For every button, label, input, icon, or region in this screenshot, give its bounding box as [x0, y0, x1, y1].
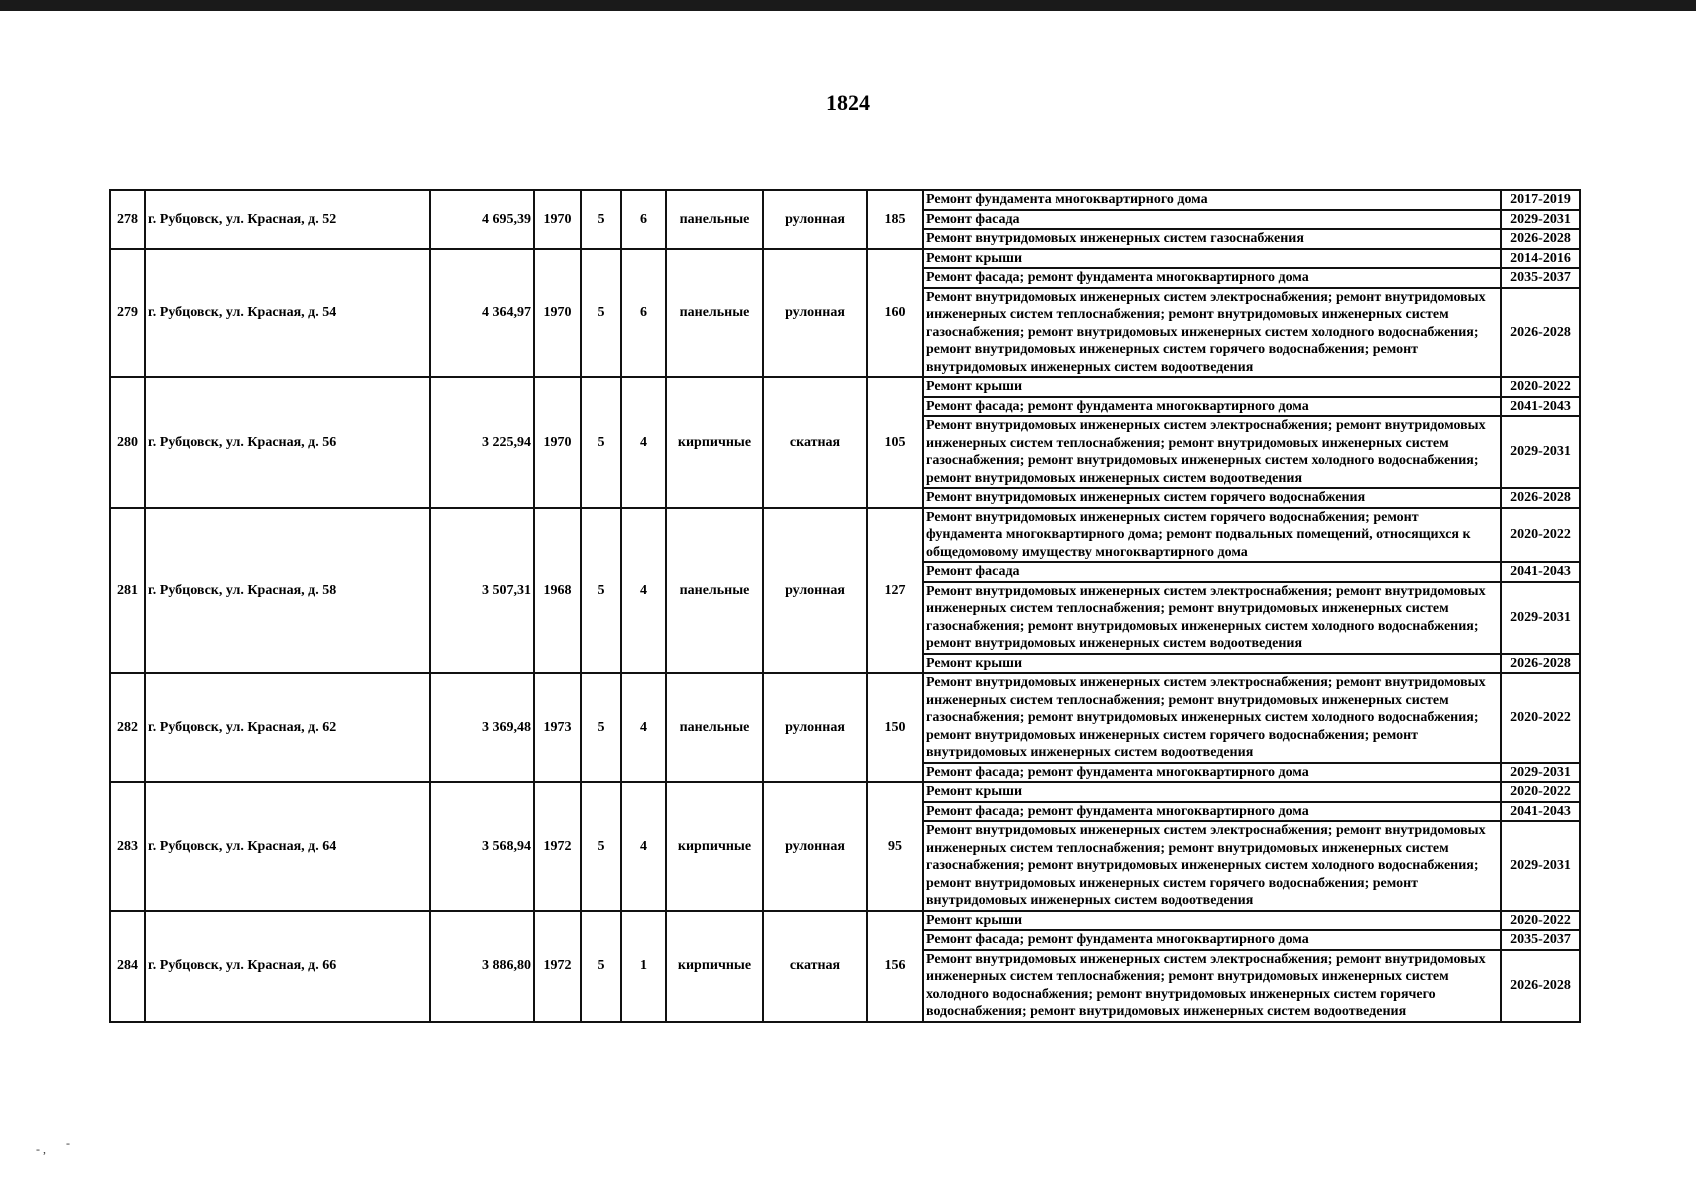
table-row: [110, 508, 1580, 563]
residents-cell: 105: [867, 377, 923, 508]
row-number: 283: [110, 782, 145, 911]
work-description-cell: Ремонт крыши: [923, 249, 1501, 269]
area-cell: 3 369,48: [430, 673, 534, 782]
table-row: [110, 190, 1580, 210]
floors-cell: 5: [581, 782, 621, 911]
year-cell: 1968: [534, 508, 581, 674]
work-description-cell: Ремонт фасада; ремонт фундамента многоквартирного дома: [923, 397, 1501, 417]
area-cell: 4 364,97: [430, 249, 534, 378]
residents-cell: 156: [867, 911, 923, 1022]
walls-material-cell: кирпичные: [666, 911, 763, 1022]
work-period-cell: 2029-2031: [1501, 821, 1580, 911]
work-period-cell: 2026-2028: [1501, 288, 1580, 378]
entrances-cell: 4: [621, 673, 666, 782]
work-description-cell: Ремонт крыши: [923, 377, 1501, 397]
work-period-cell: 2026-2028: [1501, 654, 1580, 674]
walls-material-cell: панельные: [666, 673, 763, 782]
row-number: 281: [110, 508, 145, 674]
residents-cell: 127: [867, 508, 923, 674]
area-cell: 3 225,94: [430, 377, 534, 508]
work-description-cell: Ремонт фасада: [923, 210, 1501, 230]
address-cell: г. Рубцовск, ул. Красная, д. 64: [145, 782, 430, 911]
work-period-cell: 2029-2031: [1501, 582, 1580, 654]
area-cell: 3 568,94: [430, 782, 534, 911]
entrances-cell: 6: [621, 249, 666, 378]
work-period-cell: 2017-2019: [1501, 190, 1580, 210]
roof-type-cell: рулонная: [763, 190, 867, 249]
work-period-cell: 2041-2043: [1501, 802, 1580, 822]
work-description-cell: Ремонт фасада: [923, 562, 1501, 582]
repair-schedule-table: [109, 189, 1581, 1023]
work-description-cell: Ремонт фасада; ремонт фундамента многоквартирного дома: [923, 763, 1501, 783]
work-period-cell: 2020-2022: [1501, 911, 1580, 931]
floors-cell: 5: [581, 508, 621, 674]
roof-type-cell: рулонная: [763, 249, 867, 378]
work-description-cell: Ремонт внутридомовых инженерных систем электроснабжения; ремонт внутридомовых инженерных систем теплоснабжения; ремонт внутридомовых инженерных систем газоснабжения; ремонт внутридомовых инженерных систем холодного водоснабжения; ремонт внутридомовых инженерных систем водоотведения: [923, 582, 1501, 654]
row-number: 279: [110, 249, 145, 378]
scan-artifact: ‐: [66, 1136, 70, 1150]
work-description-cell: Ремонт фасада; ремонт фундамента многоквартирного дома: [923, 268, 1501, 288]
work-period-cell: 2020-2022: [1501, 508, 1580, 563]
address-cell: г. Рубцовск, ул. Красная, д. 66: [145, 911, 430, 1022]
scan-artifact: - ,: [36, 1142, 46, 1156]
year-cell: 1973: [534, 673, 581, 782]
row-number: 278: [110, 190, 145, 249]
table-row: [110, 782, 1580, 802]
work-description-cell: Ремонт внутридомовых инженерных систем электроснабжения; ремонт внутридомовых инженерных систем теплоснабжения; ремонт внутридомовых инженерных систем газоснабжения; ремонт внутридомовых инженерных систем холодного водоснабжения; ремонт внутридомовых инженерных систем водоотведения: [923, 416, 1501, 488]
walls-material-cell: панельные: [666, 249, 763, 378]
table-row: [110, 673, 1580, 763]
address-cell: г. Рубцовск, ул. Красная, д. 58: [145, 508, 430, 674]
roof-type-cell: рулонная: [763, 673, 867, 782]
walls-material-cell: панельные: [666, 508, 763, 674]
work-period-cell: 2026-2028: [1501, 229, 1580, 249]
roof-type-cell: скатная: [763, 911, 867, 1022]
scan-top-edge: [0, 0, 1696, 11]
work-period-cell: 2020-2022: [1501, 782, 1580, 802]
work-period-cell: 2035-2037: [1501, 930, 1580, 950]
entrances-cell: 4: [621, 377, 666, 508]
work-period-cell: 2029-2031: [1501, 416, 1580, 488]
work-period-cell: 2014-2016: [1501, 249, 1580, 269]
entrances-cell: 4: [621, 508, 666, 674]
work-description-cell: Ремонт внутридомовых инженерных систем электроснабжения; ремонт внутридомовых инженерных систем теплоснабжения; ремонт внутридомовых инженерных систем газоснабжения; ремонт внутридомовых инженерных систем холодного водоснабжения; ремонт внутридомовых инженерных систем горячего водоснабжения; ремонт внутридомовых инженерных систем водоотведения: [923, 288, 1501, 378]
year-cell: 1970: [534, 249, 581, 378]
address-cell: г. Рубцовск, ул. Красная, д. 62: [145, 673, 430, 782]
entrances-cell: 6: [621, 190, 666, 249]
work-description-cell: Ремонт крыши: [923, 782, 1501, 802]
address-cell: г. Рубцовск, ул. Красная, д. 52: [145, 190, 430, 249]
entrances-cell: 1: [621, 911, 666, 1022]
area-cell: 4 695,39: [430, 190, 534, 249]
floors-cell: 5: [581, 377, 621, 508]
work-description-cell: Ремонт внутридомовых инженерных систем газоснабжения: [923, 229, 1501, 249]
work-description-cell: Ремонт внутридомовых инженерных систем горячего водоснабжения; ремонт фундамента многоквартирного дома; ремонт подвальных помещений, относящихся к общедомовому имуществу многоквартирного дома: [923, 508, 1501, 563]
entrances-cell: 4: [621, 782, 666, 911]
address-cell: г. Рубцовск, ул. Красная, д. 56: [145, 377, 430, 508]
walls-material-cell: панельные: [666, 190, 763, 249]
residents-cell: 150: [867, 673, 923, 782]
area-cell: 3 507,31: [430, 508, 534, 674]
walls-material-cell: кирпичные: [666, 782, 763, 911]
work-period-cell: 2020-2022: [1501, 377, 1580, 397]
table-row: [110, 911, 1580, 931]
row-number: 280: [110, 377, 145, 508]
year-cell: 1972: [534, 911, 581, 1022]
floors-cell: 5: [581, 673, 621, 782]
roof-type-cell: рулонная: [763, 782, 867, 911]
work-description-cell: Ремонт внутридомовых инженерных систем электроснабжения; ремонт внутридомовых инженерных систем теплоснабжения; ремонт внутридомовых инженерных систем газоснабжения; ремонт внутридомовых инженерных систем холодного водоснабжения; ремонт внутридомовых инженерных систем горячего водоснабжения; ремонт внутридомовых инженерных систем водоотведения: [923, 673, 1501, 763]
floors-cell: 5: [581, 249, 621, 378]
work-description-cell: Ремонт внутридомовых инженерных систем электроснабжения; ремонт внутридомовых инженерных систем теплоснабжения; ремонт внутридомовых инженерных систем газоснабжения; ремонт внутридомовых инженерных систем холодного водоснабжения; ремонт внутридомовых инженерных систем горячего водоснабжения; ремонт внутридомовых инженерных систем водоотведения: [923, 821, 1501, 911]
work-description-cell: Ремонт крыши: [923, 654, 1501, 674]
work-description-cell: Ремонт крыши: [923, 911, 1501, 931]
work-period-cell: 2029-2031: [1501, 210, 1580, 230]
row-number: 284: [110, 911, 145, 1022]
roof-type-cell: скатная: [763, 377, 867, 508]
work-period-cell: 2041-2043: [1501, 562, 1580, 582]
table-row: [110, 249, 1580, 269]
page-number: 1824: [826, 90, 870, 115]
work-period-cell: 2026-2028: [1501, 488, 1580, 508]
work-description-cell: Ремонт фундамента многоквартирного дома: [923, 190, 1501, 210]
work-period-cell: 2041-2043: [1501, 397, 1580, 417]
year-cell: 1970: [534, 190, 581, 249]
residents-cell: 185: [867, 190, 923, 249]
work-description-cell: Ремонт фасада; ремонт фундамента многоквартирного дома: [923, 802, 1501, 822]
work-period-cell: 2020-2022: [1501, 673, 1580, 763]
year-cell: 1970: [534, 377, 581, 508]
area-cell: 3 886,80: [430, 911, 534, 1022]
table-body: [110, 190, 1580, 1022]
table-row: [110, 377, 1580, 397]
work-period-cell: 2029-2031: [1501, 763, 1580, 783]
floors-cell: 5: [581, 190, 621, 249]
residents-cell: 160: [867, 249, 923, 378]
work-description-cell: Ремонт внутридомовых инженерных систем электроснабжения; ремонт внутридомовых инженерных систем теплоснабжения; ремонт внутридомовых инженерных систем холодного водоснабжения; ремонт внутридомовых инженерных систем горячего водоснабжения; ремонт внутридомовых инженерных систем водоотведения: [923, 950, 1501, 1022]
residents-cell: 95: [867, 782, 923, 911]
row-number: 282: [110, 673, 145, 782]
work-period-cell: 2026-2028: [1501, 950, 1580, 1022]
year-cell: 1972: [534, 782, 581, 911]
work-description-cell: Ремонт фасада; ремонт фундамента многоквартирного дома: [923, 930, 1501, 950]
work-description-cell: Ремонт внутридомовых инженерных систем горячего водоснабжения: [923, 488, 1501, 508]
address-cell: г. Рубцовск, ул. Красная, д. 54: [145, 249, 430, 378]
floors-cell: 5: [581, 911, 621, 1022]
walls-material-cell: кирпичные: [666, 377, 763, 508]
roof-type-cell: рулонная: [763, 508, 867, 674]
work-period-cell: 2035-2037: [1501, 268, 1580, 288]
